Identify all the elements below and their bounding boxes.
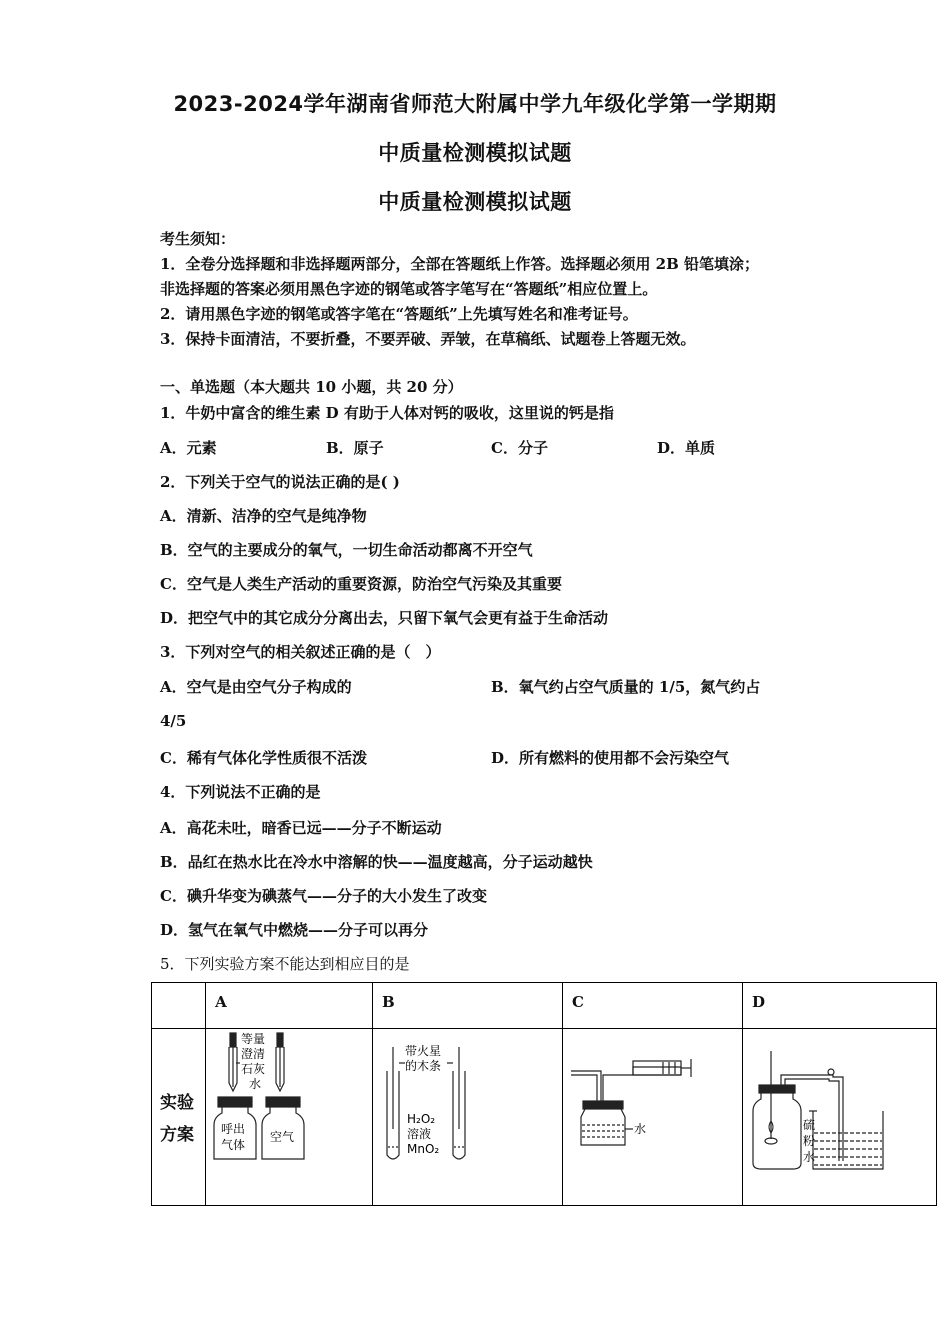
label-fen: 粉 bbox=[802, 1134, 815, 1148]
q2-option-d: D．把空气中的其它成分分离出去，只留下氧气会更有益于生命活动 bbox=[160, 609, 609, 627]
label-shui-d: 水 bbox=[802, 1150, 815, 1164]
diagram-d-sulfur-combustion bbox=[743, 1029, 935, 1201]
table-header-c: C bbox=[563, 983, 743, 1029]
diagram-c-cell bbox=[563, 1029, 743, 1206]
label-mno2: MnO₂ bbox=[407, 1142, 440, 1156]
label-shihui: 石灰 bbox=[241, 1062, 266, 1076]
row-label-line2: 方案 bbox=[160, 1125, 194, 1145]
diagram-b-cell bbox=[373, 1029, 563, 1206]
q1-option-a: A．元素 bbox=[160, 439, 217, 457]
doc-title-line3: 中质量检测模拟试题 bbox=[378, 190, 572, 214]
label-huchu: 呼出 bbox=[221, 1122, 246, 1136]
q3-option-b-continued: 4/5 bbox=[160, 712, 187, 730]
q2-option-a: A．清新、洁净的空气是纯净物 bbox=[160, 507, 367, 525]
q1-stem: 1．牛奶中富含的维生素 D 有助于人体对钙的吸收，这里说的钙是指 bbox=[160, 404, 614, 422]
q1-option-d: D．单质 bbox=[657, 439, 716, 457]
doc-title-line1: 2023-2024学年湖南省师范大附属中学九年级化学第一学期期 bbox=[173, 92, 777, 116]
doc-title-line2: 中质量检测模拟试题 bbox=[378, 141, 572, 165]
q4-option-c: C．碘升华变为碘蒸气——分子的大小发生了改变 bbox=[160, 887, 487, 905]
notice-item-3: 3．保持卡面清洁，不要折叠，不要弄破、弄皱，在草稿纸、试题卷上答题无效。 bbox=[160, 330, 696, 348]
label-demutiao: 的木条 bbox=[405, 1059, 442, 1073]
label-shui: 水 bbox=[249, 1077, 262, 1091]
table-header-a: A bbox=[206, 983, 373, 1029]
diagram-c-syringe-bottle bbox=[563, 1029, 741, 1201]
diagram-a-cell bbox=[206, 1029, 373, 1206]
table-header-d: D bbox=[742, 983, 936, 1029]
label-dengliang: 等量 bbox=[241, 1032, 266, 1046]
q2-option-b: B．空气的主要成分的氧气，一切生命活动都离不开空气 bbox=[160, 541, 533, 559]
q1-option-c: C．分子 bbox=[491, 439, 548, 457]
table-corner-cell bbox=[152, 983, 206, 1029]
diagram-b-oxygen-test bbox=[373, 1029, 561, 1201]
row-label-line1: 实验 bbox=[160, 1093, 194, 1113]
q2-option-c: C．空气是人类生产活动的重要资源，防治空气污染及其重要 bbox=[160, 575, 562, 593]
label-chengqing: 澄清 bbox=[241, 1047, 266, 1061]
q2-stem: 2．下列关于空气的说法正确的是( ) bbox=[160, 473, 400, 491]
q4-stem: 4．下列说法不正确的是 bbox=[160, 783, 321, 801]
table-header-b: B bbox=[373, 983, 563, 1029]
q5-stem: 5．下列实验方案不能达到相应目的是 bbox=[160, 955, 410, 973]
label-rongye: 溶液 bbox=[407, 1127, 432, 1141]
table-row-label-cell bbox=[152, 1029, 206, 1206]
experiment-table bbox=[151, 982, 937, 1206]
label-kongqi: 空气 bbox=[270, 1130, 295, 1144]
label-liu: 硫 bbox=[802, 1118, 815, 1132]
label-h2o2: H₂O₂ bbox=[407, 1112, 436, 1126]
q4-option-d: D．氢气在氧气中燃烧——分子可以再分 bbox=[160, 921, 429, 939]
q4-option-a: A．高花未吐，暗香已远——分子不断运动 bbox=[160, 819, 442, 837]
label-qiti: 气体 bbox=[221, 1138, 246, 1152]
q3-option-c: C．稀有气体化学性质很不活泼 bbox=[160, 749, 367, 767]
notice-item-2: 2．请用黑色字迹的钢笔或答字笔在“答题纸”上先填写姓名和准考证号。 bbox=[160, 305, 638, 323]
q3-option-a: A．空气是由空气分子构成的 bbox=[160, 678, 352, 696]
label-daihuoxing: 带火星 bbox=[405, 1044, 442, 1058]
notice-item-1a: 1．全卷分选择题和非选择题两部分，全部在答题纸上作答。选择题必须用 2B 铅笔填涂； bbox=[160, 255, 760, 273]
notice-heading: 考生须知： bbox=[160, 230, 236, 248]
q3-option-d: D．所有燃料的使用都不会污染空气 bbox=[491, 749, 730, 767]
section-heading: 一、单选题（本大题共 10 小题，共 20 分） bbox=[160, 378, 463, 396]
q1-option-b: B．原子 bbox=[326, 439, 384, 457]
notice-item-1b: 非选择题的答案必须用黑色字迹的钢笔或答字笔写在“答题纸”相应位置上。 bbox=[160, 280, 658, 298]
label-shui-c: 水 bbox=[634, 1122, 647, 1136]
q3-option-b: B．氧气约占空气质量的 1/5，氮气约占 bbox=[491, 678, 761, 696]
diagram-d-cell bbox=[742, 1029, 936, 1206]
q3-stem: 3．下列对空气的相关叙述正确的是（ ） bbox=[160, 643, 441, 661]
q4-option-b: B．品红在热水比在冷水中溶解的快——温度越高，分子运动越快 bbox=[160, 853, 593, 871]
diagram-a-breath-vs-air bbox=[206, 1029, 371, 1201]
